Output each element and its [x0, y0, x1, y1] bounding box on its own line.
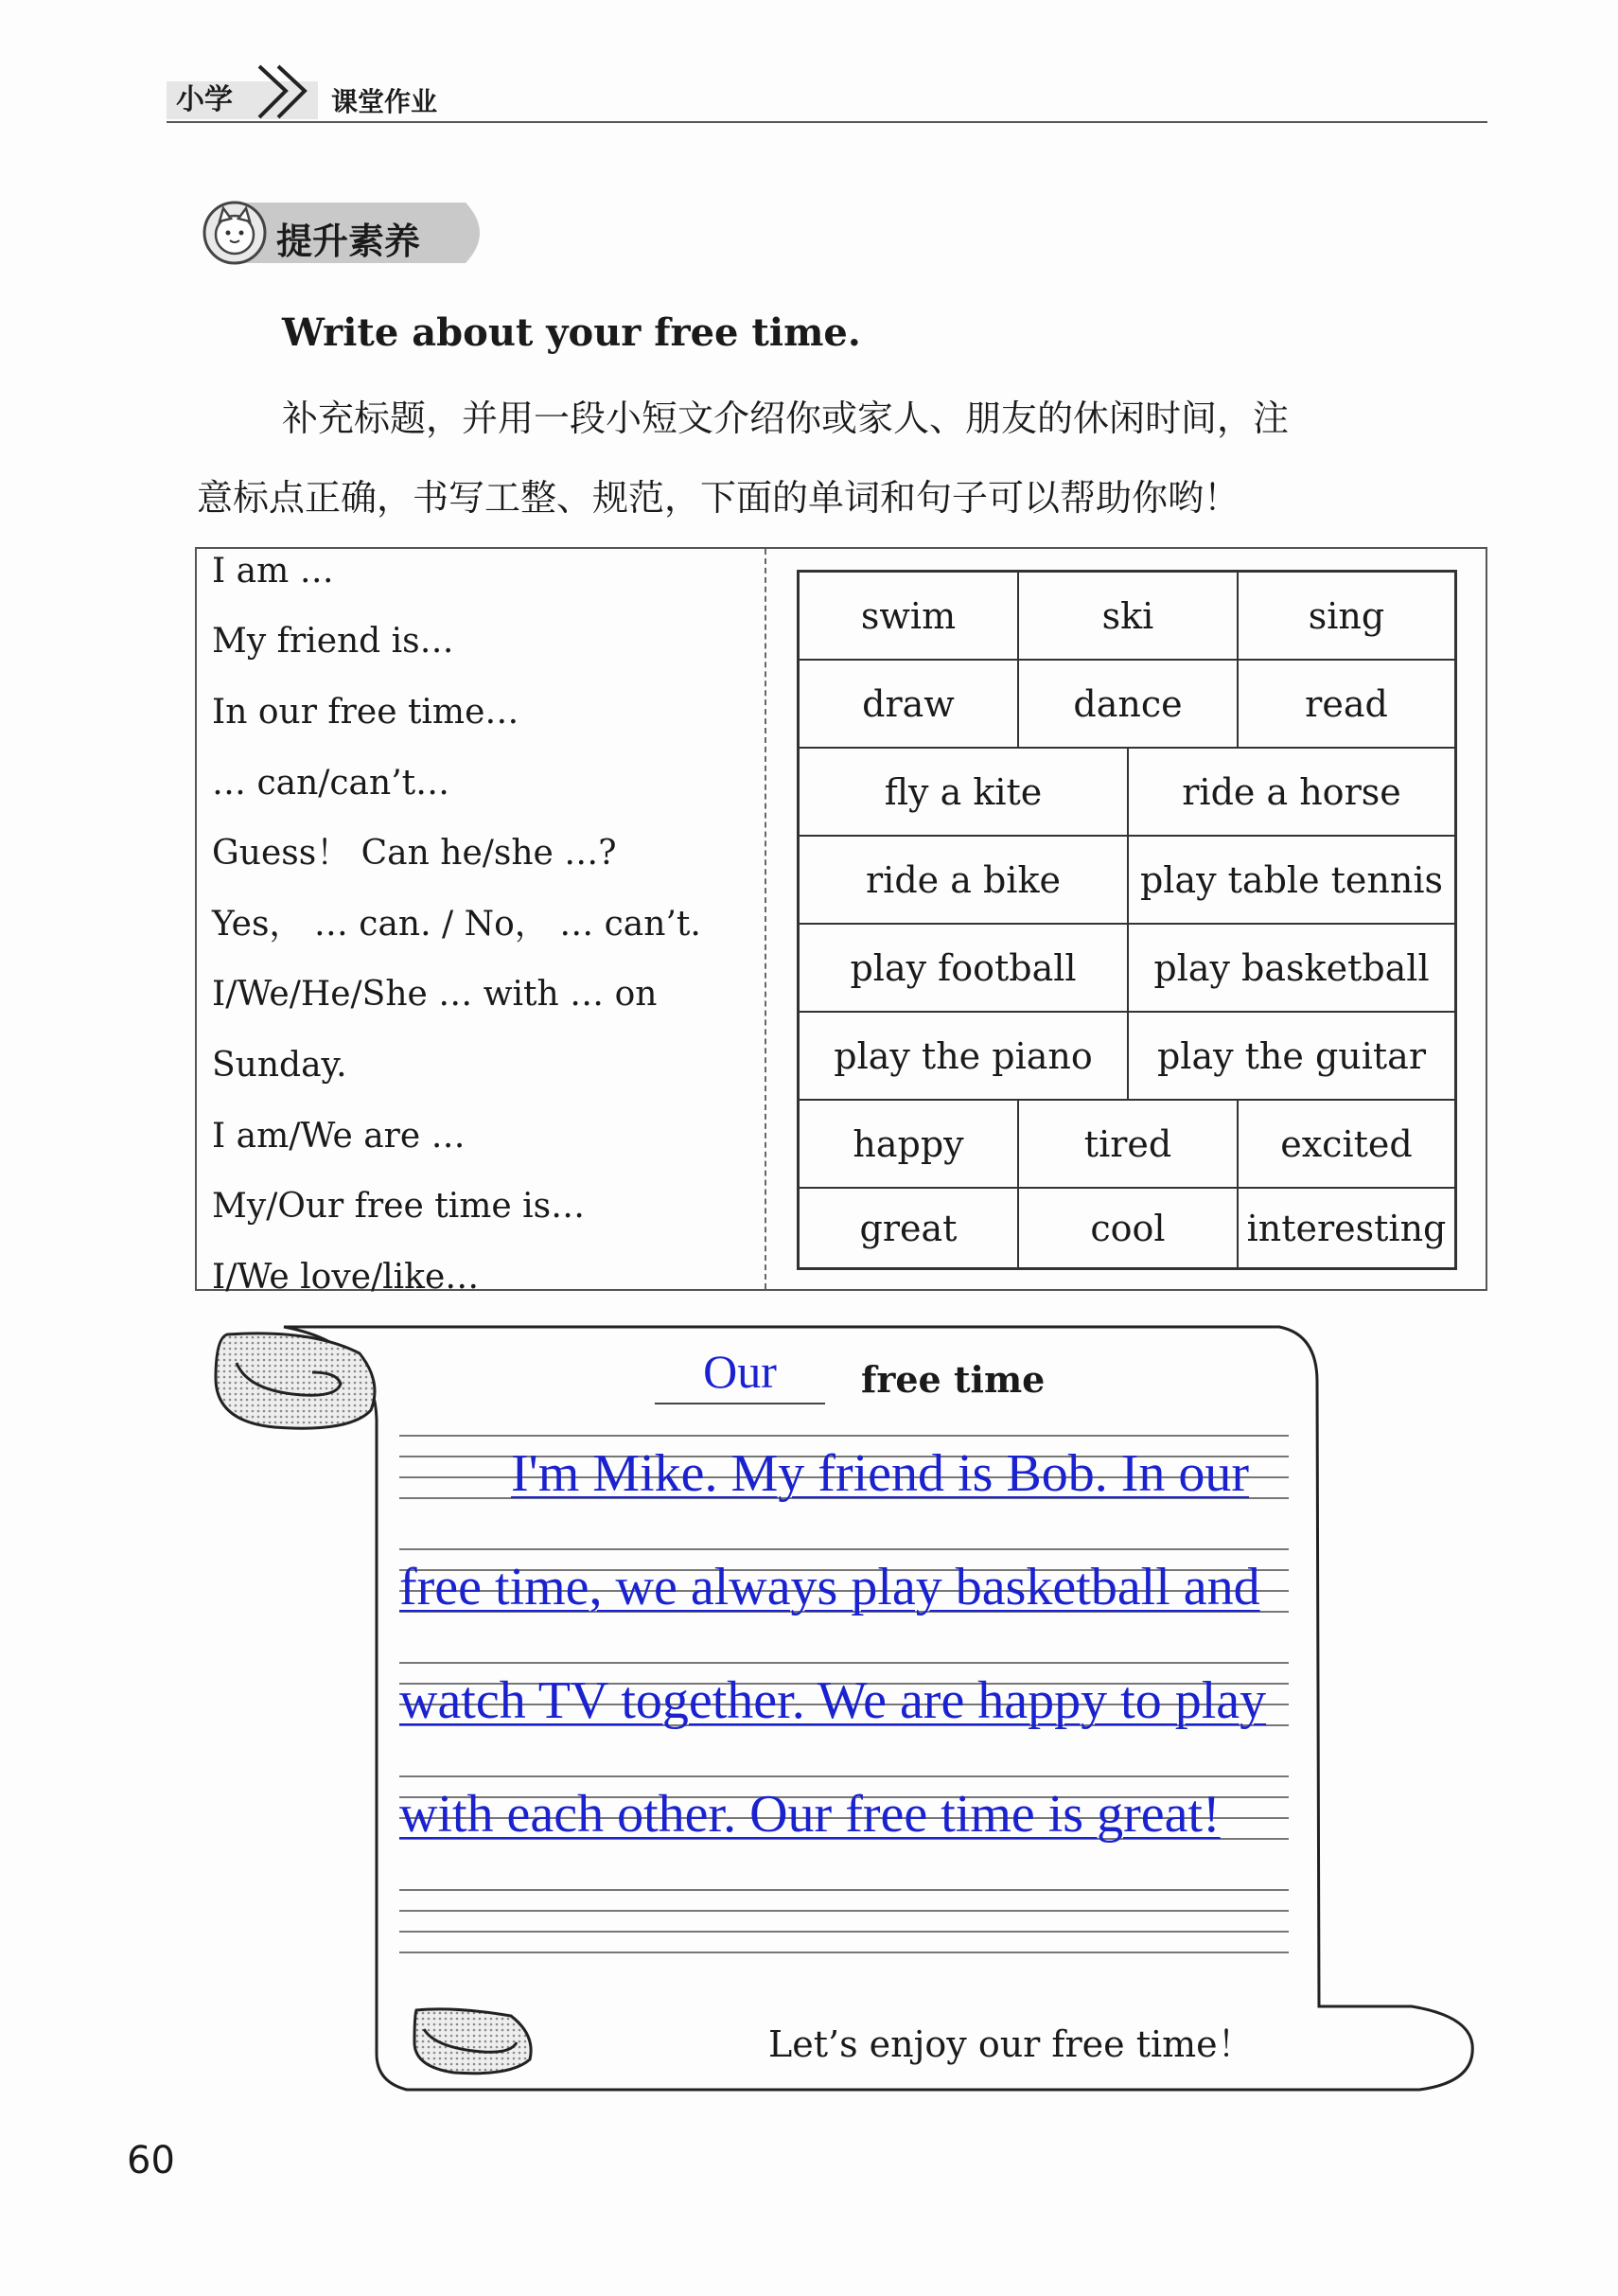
word-cell: tired — [1019, 1101, 1239, 1189]
word-cell: draw — [800, 661, 1019, 749]
word-cell: excited — [1239, 1101, 1454, 1189]
phrase-item: My/Our free time is… — [212, 1187, 586, 1226]
ruled-line — [399, 1662, 1289, 1664]
scroll-footer-text: Let’s enjoy our free time！ — [768, 2023, 1254, 2065]
phrase-item: I/We/He/She … with … on — [212, 975, 658, 1014]
header-grade: 小学 — [176, 83, 233, 116]
word-cell: ride a bike — [800, 837, 1129, 925]
phrase-item: Sunday. — [212, 1046, 347, 1085]
phrase-item: In our free time… — [212, 693, 519, 732]
header-series: 课堂作业 — [331, 86, 438, 117]
essay-title-filled: Our — [703, 1345, 777, 1398]
essay-line: with each other. Our free time is great! — [399, 1785, 1221, 1844]
phrase-item: … can/can’t… — [212, 764, 450, 803]
ruled-line — [399, 1931, 1289, 1933]
phrase-item: I am/We are … — [212, 1117, 466, 1156]
instruction-line-2: 意标点正确，书写工整、规范，下面的单词和句子可以帮助你哟！ — [197, 477, 1240, 519]
essay-title-blank-line — [655, 1403, 825, 1404]
word-cell: play football — [800, 925, 1129, 1013]
ruled-line — [399, 1952, 1289, 1953]
ruled-line — [399, 1910, 1289, 1912]
word-cell: cool — [1019, 1189, 1239, 1267]
word-cell: play basketball — [1129, 925, 1454, 1013]
essay-line: free time, we always play basketball and — [399, 1558, 1260, 1616]
essay-title-suffix: free time — [861, 1358, 1046, 1401]
word-cell: ride a horse — [1129, 749, 1454, 837]
phrase-item: I/We love/like… — [212, 1258, 480, 1297]
page-number: 60 — [127, 2139, 175, 2182]
word-cell: play the guitar — [1129, 1013, 1454, 1101]
word-cell: read — [1239, 661, 1454, 749]
ruled-line — [399, 1548, 1289, 1550]
section-badge-label: 提升素养 — [276, 221, 421, 262]
essay-line: I'm Mike. My friend is Bob. In our — [511, 1444, 1250, 1503]
word-cell: happy — [800, 1101, 1019, 1189]
instruction-line-1: 补充标题，并用一段小短文介绍你或家人、朋友的休闲时间，注 — [282, 397, 1290, 439]
word-cell: ski — [1019, 573, 1239, 661]
word-cell: swim — [800, 573, 1019, 661]
phrase-item: My friend is… — [212, 622, 454, 661]
word-cell: great — [800, 1189, 1019, 1267]
essay-line: watch TV together. We are happy to play — [399, 1671, 1267, 1730]
word-cell: interesting — [1246, 1207, 1447, 1249]
word-cell: play table tennis — [1129, 837, 1454, 925]
word-cell: sing — [1239, 573, 1454, 661]
word-cell: fly a kite — [800, 749, 1129, 837]
ruled-line — [399, 1775, 1289, 1777]
phrase-item: I am … — [212, 552, 334, 591]
word-cell: play the piano — [800, 1013, 1129, 1101]
ruled-line — [399, 1435, 1289, 1437]
task-title: Write about your free time. — [282, 310, 861, 355]
phrase-item: Yes， … can. / No， … can’t. — [212, 905, 701, 944]
phrase-item: Guess！ Can he/she …? — [212, 834, 617, 873]
word-cell: dance — [1019, 661, 1239, 749]
ruled-line — [399, 1889, 1289, 1891]
